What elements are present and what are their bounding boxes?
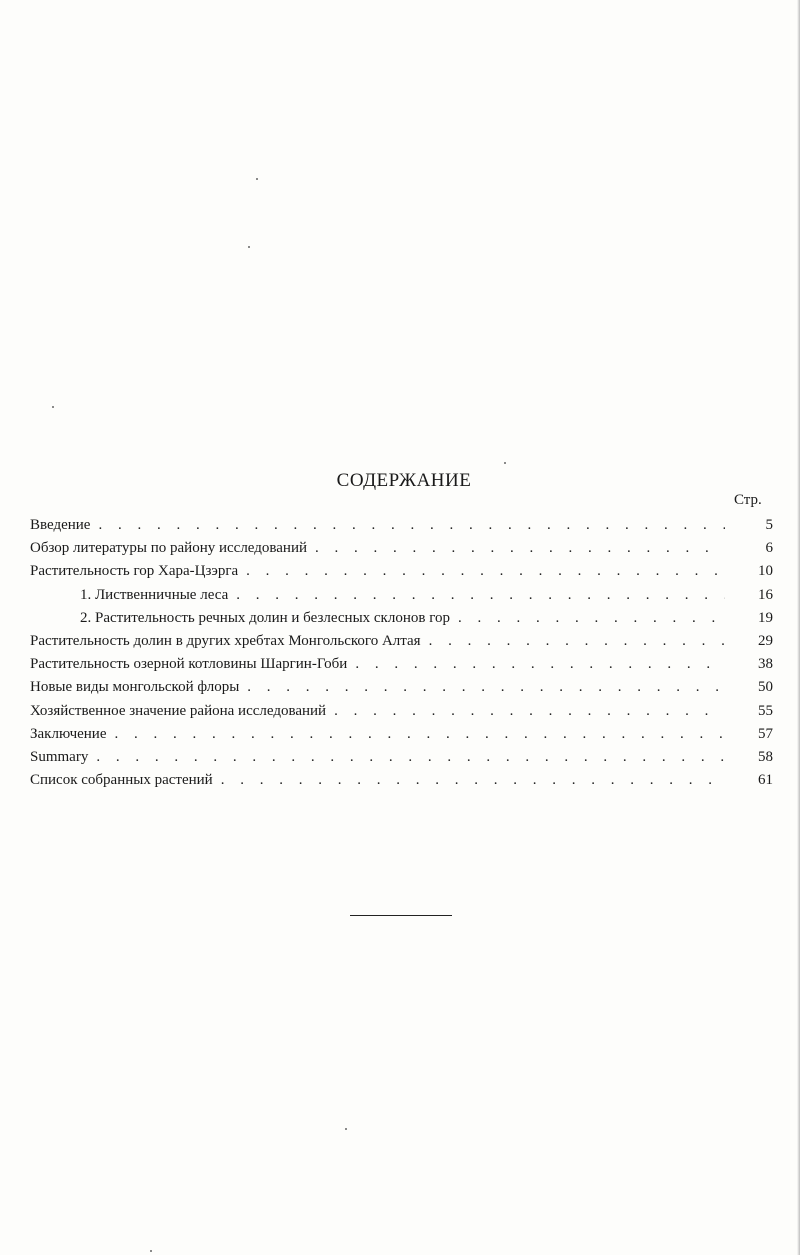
toc-entry[interactable] [30,679,773,702]
toc-entry[interactable] [30,656,773,679]
toc-entry-title: Растительность гор Хара-Цзэрга [30,563,239,580]
toc-entry-page: 58 [758,748,773,765]
dot-leader [315,540,725,557]
toc-entry-title: Хозяйственное значение района исследований [30,702,327,719]
scan-speck [345,1128,347,1130]
dot-leader [98,517,725,534]
dot-leader [355,656,725,673]
page-title: СОДЕРЖАНИЕ [336,470,472,491]
toc-entry-page: 6 [765,540,773,557]
toc-entry-title: Summary [30,748,89,765]
toc-entry-title: Новые виды монгольской флоры [30,679,240,696]
toc-subentry[interactable] [30,610,773,633]
scan-speck [52,406,54,408]
dot-leader [115,726,726,743]
closing-rule [350,915,452,916]
toc-entry[interactable] [30,563,773,586]
toc-entry-title: 2. Растительность речных долин и безлесных склонов гор [80,609,450,626]
toc-entry-page: 55 [758,702,773,719]
dot-leader [429,633,725,650]
toc-entry-page: 5 [765,517,773,533]
toc-entry[interactable] [30,540,773,563]
toc-entry[interactable] [30,749,773,772]
dot-leader [221,772,725,789]
toc-entry-page: 29 [758,632,773,649]
toc-entry[interactable] [30,772,773,795]
dot-leader [236,587,725,604]
toc-entry[interactable] [30,633,773,656]
toc-entry[interactable] [30,703,773,726]
dot-leader [247,679,725,696]
dot-leader [96,749,725,766]
toc-entry-page: 57 [758,725,773,742]
scan-speck [150,1250,152,1252]
dot-leader [458,610,725,627]
toc-entry-title: Заключение [30,725,107,742]
toc-entry-page: 50 [758,679,773,696]
toc-subentry[interactable] [30,587,773,610]
dot-leader [334,703,725,720]
toc-entry-page: 10 [758,563,773,580]
toc-entry[interactable] [30,517,773,540]
scan-speck [248,246,250,248]
dot-leader [246,563,725,580]
toc-entry-title: 1. Лиственничные леса [80,586,229,603]
toc-entry-page: 16 [758,586,773,603]
scan-speck [504,462,506,464]
toc-entry-page: 61 [758,772,773,789]
toc-entry-page: 19 [758,609,773,626]
page-column-label: Стр. [734,492,762,508]
toc-entry-title: Обзор литературы по району исследований [30,540,308,557]
toc-entry[interactable] [30,726,773,749]
toc-entry-title: Растительность озерной котловины Шаргин-Гоби [30,656,348,673]
toc-entry-title: Введение [30,517,91,533]
table-of-contents [30,517,773,795]
toc-entry-page: 38 [758,656,773,673]
scan-speck [256,178,258,180]
toc-entry-title: Растительность долин в других хребтах Монгольского Алтая [30,632,421,649]
toc-entry-title: Список собранных растений [30,772,213,789]
